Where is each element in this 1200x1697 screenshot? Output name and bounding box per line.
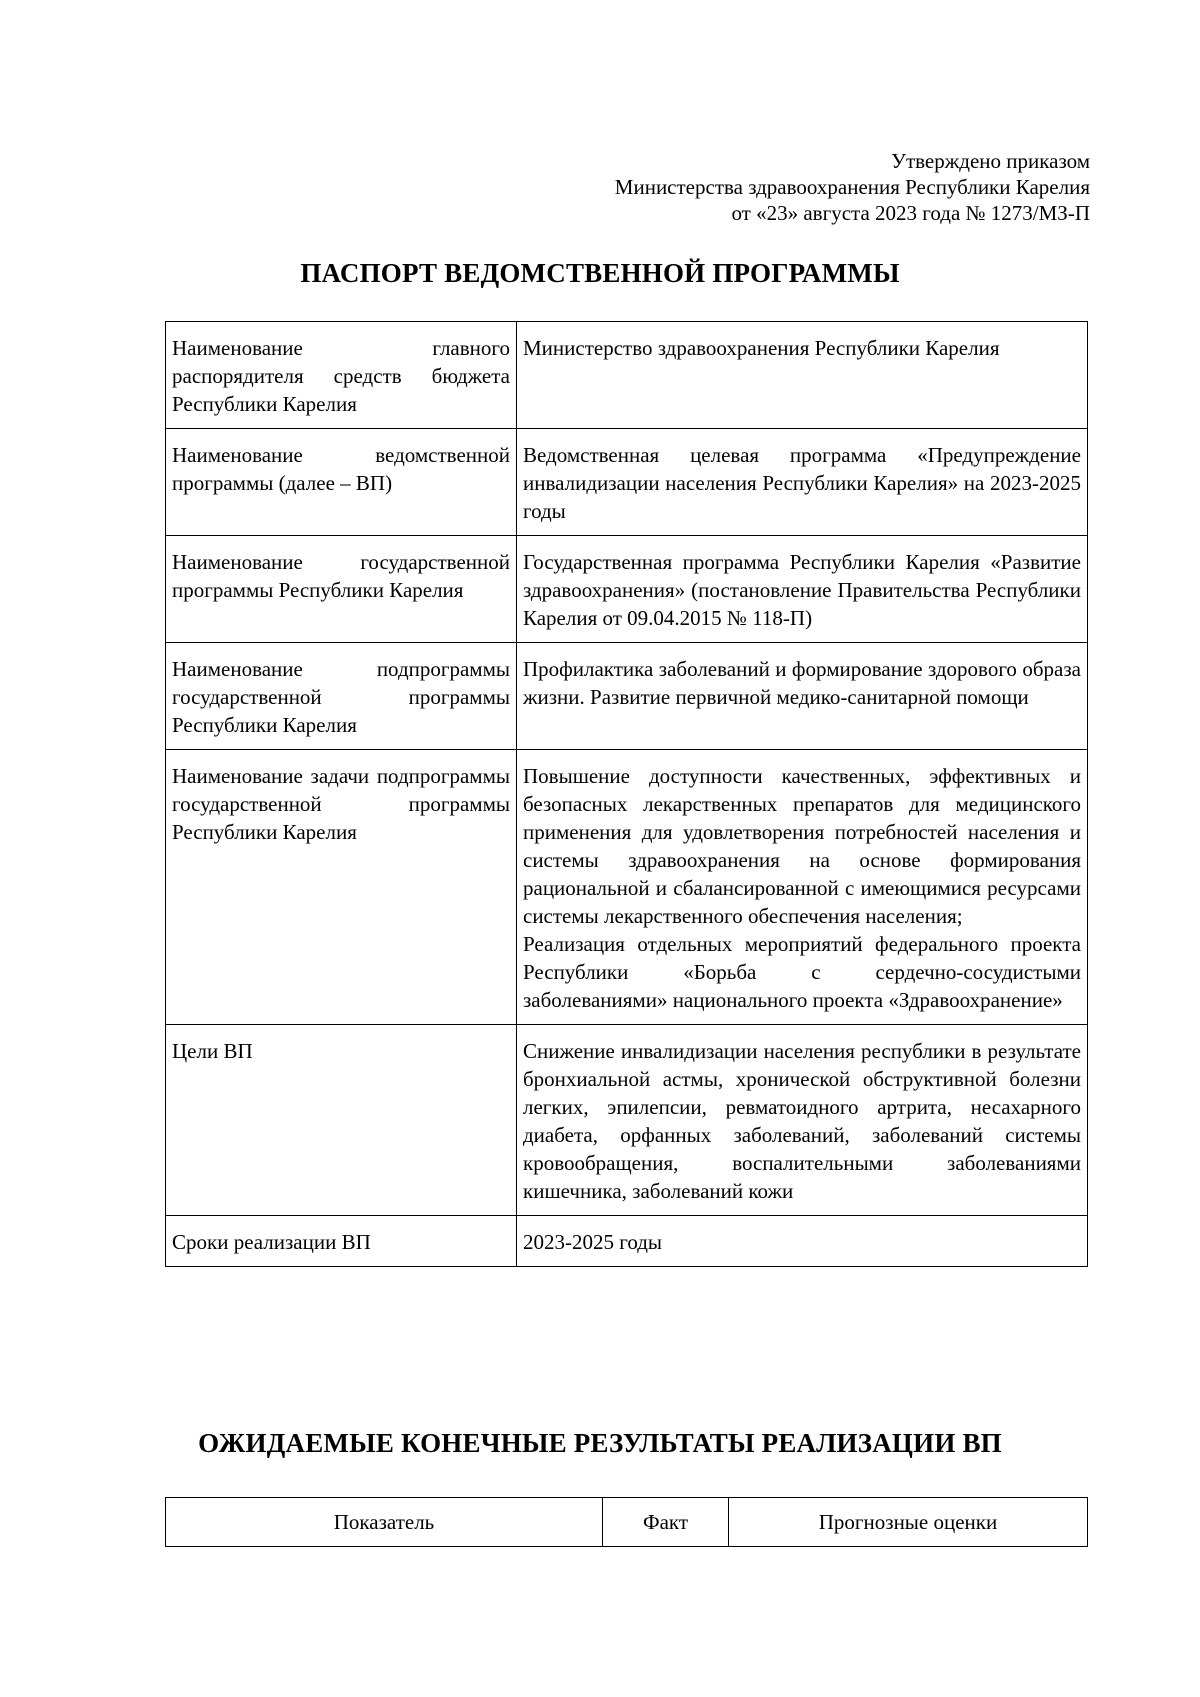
table-row [166, 1025, 1088, 1216]
table-row [166, 322, 1088, 429]
row-label-subprogram-task: Наименование задачи подпрограммы государственной программы Республики Карелия [166, 750, 517, 1025]
row-label-goals: Цели ВП [166, 1025, 517, 1216]
row-value-goals: Снижение инвалидизации населения республики в результате бронхиальной астмы, хронической обструктивной болезни легких, эпилепсии, ревматоидного артрита, несахарного диабета, орфанных заболеваний, заболеваний системы кровообращения, воспалительными заболеваниями кишечника, заболеваний кожи [517, 1025, 1088, 1216]
task-paragraph-2: Реализация отдельных мероприятий федерального проекта Республики «Борьба с сердечно-сосудистыми заболеваниями» национального проекта «Здравоохранение» [523, 932, 1081, 1012]
table-row [166, 1216, 1088, 1267]
approval-block [615, 148, 1090, 226]
table-row [166, 429, 1088, 536]
passport-table [165, 321, 1088, 1267]
approval-line-2: Министерства здравоохранения Республики Карелия [614, 175, 1090, 199]
table-row [166, 536, 1088, 643]
row-value-terms: 2023-2025 годы [517, 1216, 1088, 1267]
row-value-program-name: Ведомственная целевая программа «Предупреждение инвалидизации населения Республики Карелия» на 2023-2025 годы [517, 429, 1088, 536]
row-value-subprogram-task [517, 750, 1088, 1025]
table-header-row [166, 1498, 1088, 1547]
row-value-chief-manager: Министерство здравоохранения Республики Карелия [517, 322, 1088, 429]
header-indicator: Показатель [166, 1498, 603, 1547]
row-value-subprogram: Профилактика заболеваний и формирование здорового образа жизни. Развитие первичной медико-санитарной помощи [517, 643, 1088, 750]
row-label-subprogram: Наименование подпрограммы государственной программы Республики Карелия [166, 643, 517, 750]
results-table [165, 1497, 1088, 1547]
approval-line-1: Утверждено приказом [891, 149, 1090, 173]
row-value-state-program: Государственная программа Республики Карелия «Развитие здравоохранения» (постановление Правительства Республики Карелия от 09.04.2015 № 118-П) [517, 536, 1088, 643]
results-title: ОЖИДАЕМЫЕ КОНЕЧНЫЕ РЕЗУЛЬТАТЫ РЕАЛИЗАЦИИ ВП [198, 1428, 1002, 1458]
approval-line-3: от «23» августа 2023 года № 1273/МЗ-П [731, 201, 1090, 225]
header-forecast: Прогнозные оценки [729, 1498, 1088, 1547]
row-label-terms: Сроки реализации ВП [166, 1216, 517, 1267]
row-label-state-program: Наименование государственной программы Республики Карелия [166, 536, 517, 643]
passport-title: ПАСПОРТ ВЕДОМСТВЕННОЙ ПРОГРАММЫ [300, 258, 900, 288]
header-fact: Факт [603, 1498, 729, 1547]
row-label-chief-manager: Наименование главного распорядителя средств бюджета Республики Карелия [166, 322, 517, 429]
task-paragraph-1: Повышение доступности качественных, эффективных и безопасных лекарственных препаратов для медицинского применения для удовлетворения потребностей населения и системы здравоохранения на основе формирования рациональной и сбалансированной с имеющимися ресурсами системы лекарственного обеспечения населения; [523, 764, 1081, 928]
row-label-program-name: Наименование ведомственной программы (далее – ВП) [166, 429, 517, 536]
table-row [166, 750, 1088, 1025]
table-row [166, 643, 1088, 750]
